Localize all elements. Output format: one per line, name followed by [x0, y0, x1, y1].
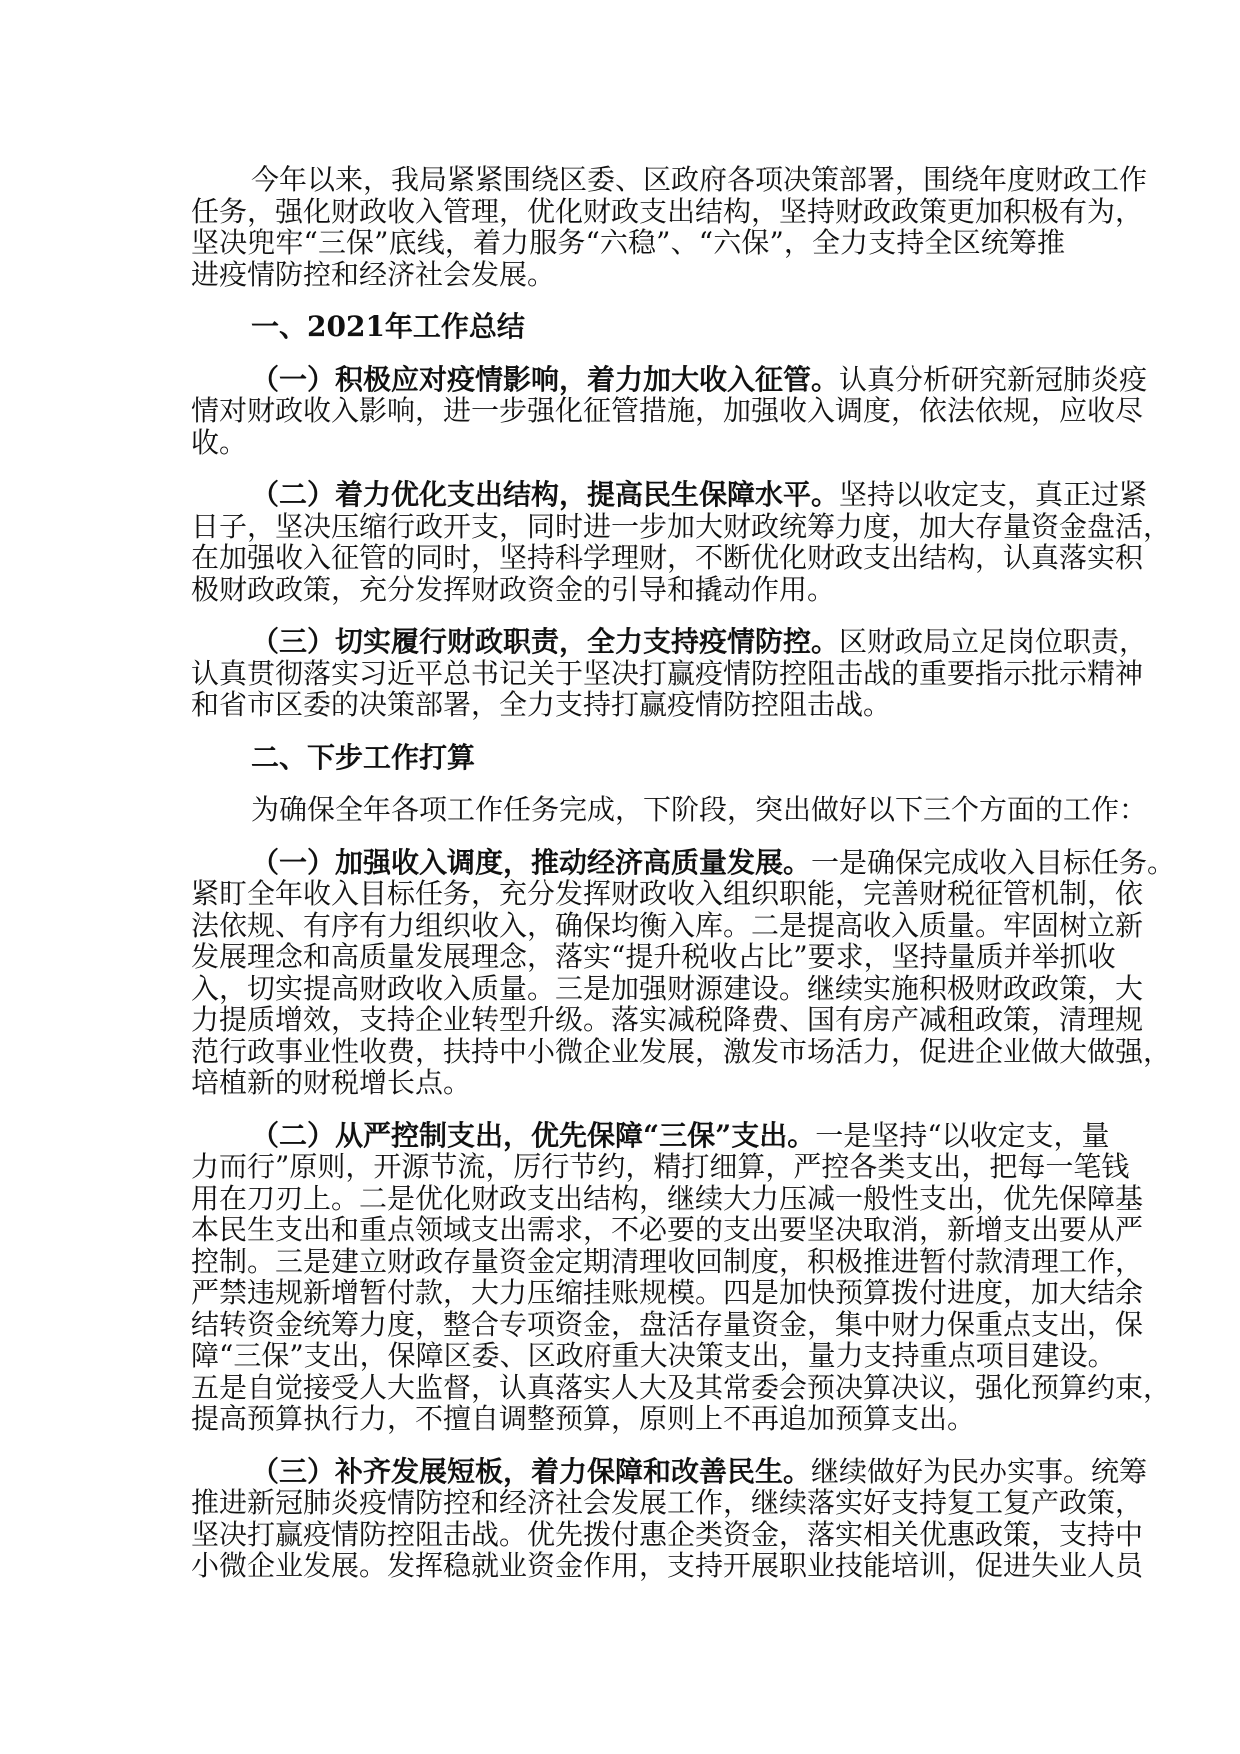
text-line: [191, 689, 1065, 721]
line-text: 继续做好为民办实事。统筹: [811, 1454, 1148, 1488]
text-line: [191, 1370, 1172, 1404]
text-line: [191, 163, 1148, 196]
line-text: 力提质增效，支持企业转型升级。落实减税降费、国有房产减租政策，清理规: [191, 1003, 1144, 1036]
text-line: [191, 1003, 1144, 1036]
text-line: [191, 1034, 1172, 1068]
line-text: 结转资金统筹力度，整合专项资金，盘活存量资金，集中财力保重点支出，保: [191, 1307, 1144, 1341]
paragraph: [191, 625, 1148, 721]
line-text: 极财政政策，充分发挥财政资金的引导和撬动作用。: [191, 572, 836, 606]
paragraph: [191, 1454, 1148, 1582]
text-line: [191, 625, 1148, 658]
text-line: [191, 1067, 1065, 1099]
line-text: 控制。三是建立财政存量资金定期清理收回制度，积极推进暂付款清理工作，: [191, 1244, 1144, 1278]
text-line: [191, 427, 1065, 459]
line-text: 收。: [191, 425, 248, 459]
paragraph: [191, 362, 1148, 459]
text-line: [191, 541, 1144, 574]
text-line: [191, 971, 1144, 1005]
text-line: [191, 574, 1065, 606]
paragraph-lead: （一）积极应对疫情影响，着力加大收入征管。: [251, 362, 840, 396]
text-line: [191, 1339, 1116, 1372]
line-text: 推进新冠肺炎疫情防控和经济社会发展工作，继续落实好支持复工复产政策，: [191, 1486, 1144, 1519]
paragraph: [191, 845, 1176, 1099]
paragraph: [191, 793, 1148, 826]
paragraph-lead: （三）补齐发展短板，着力保障和改善民生。: [251, 1454, 812, 1488]
text-line: [191, 1549, 1144, 1582]
text-line: [191, 908, 1144, 942]
line-text: 小微企业发展。发挥稳就业资金作用，支持开展职业技能培训，促进失业人员: [191, 1549, 1144, 1582]
line-text: 和省市区委的决策部署，全力支持打赢疫情防控阻击战。: [191, 688, 892, 721]
text-line: [191, 1118, 1110, 1152]
line-text: 坚决兜牢“三保”底线，着力服务“六稳”、“六保”，全力支持全区统筹推: [191, 226, 1065, 259]
line-text: 一是坚持“以收定支，量: [815, 1118, 1110, 1152]
text-line: [191, 742, 1065, 774]
paragraph: [191, 478, 1172, 606]
section-heading: [191, 742, 1065, 774]
line-text: 日子，坚决压缩行政开支，同时进一步加大财政统筹力度，加大存量资金盘活，: [191, 509, 1172, 543]
line-text: 进疫情防控和经济社会发展。: [191, 257, 556, 291]
text-line: [191, 1276, 1144, 1309]
line-text: 障“三保”支出，保障区委、区政府重大决策支出，量力支持重点项目建设。: [191, 1339, 1116, 1372]
line-text: 入，切实提高财政收入质量。三是加强财源建设。继续实施积极财政政策，大: [191, 971, 1144, 1005]
line-text: 今年以来，我局紧紧围绕区委、区政府各项决策部署，围绕年度财政工作: [251, 163, 1148, 196]
text-line: [191, 1486, 1144, 1519]
text-line: [191, 1244, 1144, 1278]
paragraph-lead: （一）加强收入调度，推动经济高质量发展。: [251, 845, 812, 879]
line-text: 用在刀刃上。二是优化财政支出结构，继续大力压减一般性支出，优先保障基: [191, 1181, 1144, 1215]
text-line: [191, 656, 1144, 690]
text-line: [191, 259, 1065, 291]
text-line: [191, 311, 1065, 343]
section-heading: [191, 311, 1065, 343]
line-text: 一、2021年工作总结: [251, 310, 525, 343]
text-line: [191, 1150, 1130, 1183]
line-text: 一是确保完成收入目标任务。: [811, 845, 1176, 879]
text-line: [191, 1213, 1144, 1246]
line-text: 五是自觉接受人大监督，认真落实人大及其常委会预决算决议，强化预算约束，: [191, 1370, 1172, 1404]
text-line: [191, 227, 1065, 259]
line-text: 区财政局立足岗位职责，: [839, 625, 1148, 658]
paragraph: [191, 163, 1148, 291]
text-line: [191, 478, 1148, 511]
line-text: 紧盯全年收入目标任务，充分发挥财政收入组织职能，完善财税征管机制，依: [191, 877, 1144, 910]
line-text: 本民生支出和重点领域支出需求，不必要的支出要坚决取消，新增支出要从严: [191, 1213, 1144, 1246]
text-line: [191, 845, 1176, 879]
paragraph-lead: （三）切实履行财政职责，全力支持疫情防控。: [251, 625, 840, 658]
line-text: 坚决打赢疫情防控阻击战。优先拨付惠企类资金，落实相关优惠政策，支持中: [191, 1517, 1144, 1551]
line-text: 任务，强化财政收入管理，优化财政支出结构，坚持财政政策更加积极有为，: [191, 194, 1144, 228]
line-text: 在加强收入征管的同时，坚持科学理财，不断优化财政支出结构，认真落实积: [191, 541, 1144, 574]
line-text: 坚持以收定支，真正过紧: [839, 478, 1148, 511]
line-text: 发展理念和高质量发展理念，落实“提升税收占比”要求，坚持量质并举抓收: [191, 940, 1116, 973]
line-text: 法依规、有序有力组织收入，确保均衡入库。二是提高收入质量。牢固树立新: [191, 908, 1144, 942]
line-text: 情对财政收入影响，进一步强化征管措施，加强收入调度，依法依规，应收尽: [191, 394, 1144, 427]
paragraph-lead: （二）从严控制支出，优先保障“三保”支出。: [251, 1118, 816, 1152]
line-text: 为确保全年各项工作任务完成，下阶段，突出做好以下三个方面的工作：: [251, 793, 1148, 826]
line-text: 二、下步工作打算: [251, 740, 476, 774]
text-line: [191, 194, 1144, 228]
line-text: 范行政事业性收费，扶持中小微企业发展，激发市场活力，促进企业做大做强，: [191, 1034, 1172, 1068]
text-line: [191, 1517, 1144, 1551]
line-text: 严禁违规新增暂付款，大力压缩挂账规模。四是加快预算拨付进度，加大结余: [191, 1276, 1144, 1309]
text-line: [191, 793, 1148, 826]
paragraph: [191, 1118, 1172, 1435]
line-text: 认真分析研究新冠肺炎疫: [839, 362, 1148, 396]
text-line: [191, 1307, 1144, 1341]
text-line: [191, 1403, 1065, 1435]
text-line: [191, 362, 1148, 396]
text-line: [191, 1181, 1144, 1215]
text-line: [191, 940, 1116, 973]
line-text: 提高预算执行力，不擅自调整预算，原则上不再追加预算支出。: [191, 1402, 976, 1435]
line-text: 培植新的财税增长点。: [191, 1066, 472, 1099]
text-line: [191, 877, 1144, 910]
text-line: [191, 509, 1172, 543]
line-text: 力而行”原则，开源节流，厉行节约，精打细算，严控各类支出，把每一笔钱: [191, 1150, 1130, 1183]
text-line: [191, 1454, 1148, 1488]
paragraph-lead: （二）着力优化支出结构，提高民生保障水平。: [251, 478, 840, 511]
line-text: 认真贯彻落实习近平总书记关于坚决打赢疫情防控阻击战的重要指示批示精神: [191, 656, 1144, 690]
document-body: [191, 163, 1176, 1603]
text-line: [191, 394, 1144, 427]
